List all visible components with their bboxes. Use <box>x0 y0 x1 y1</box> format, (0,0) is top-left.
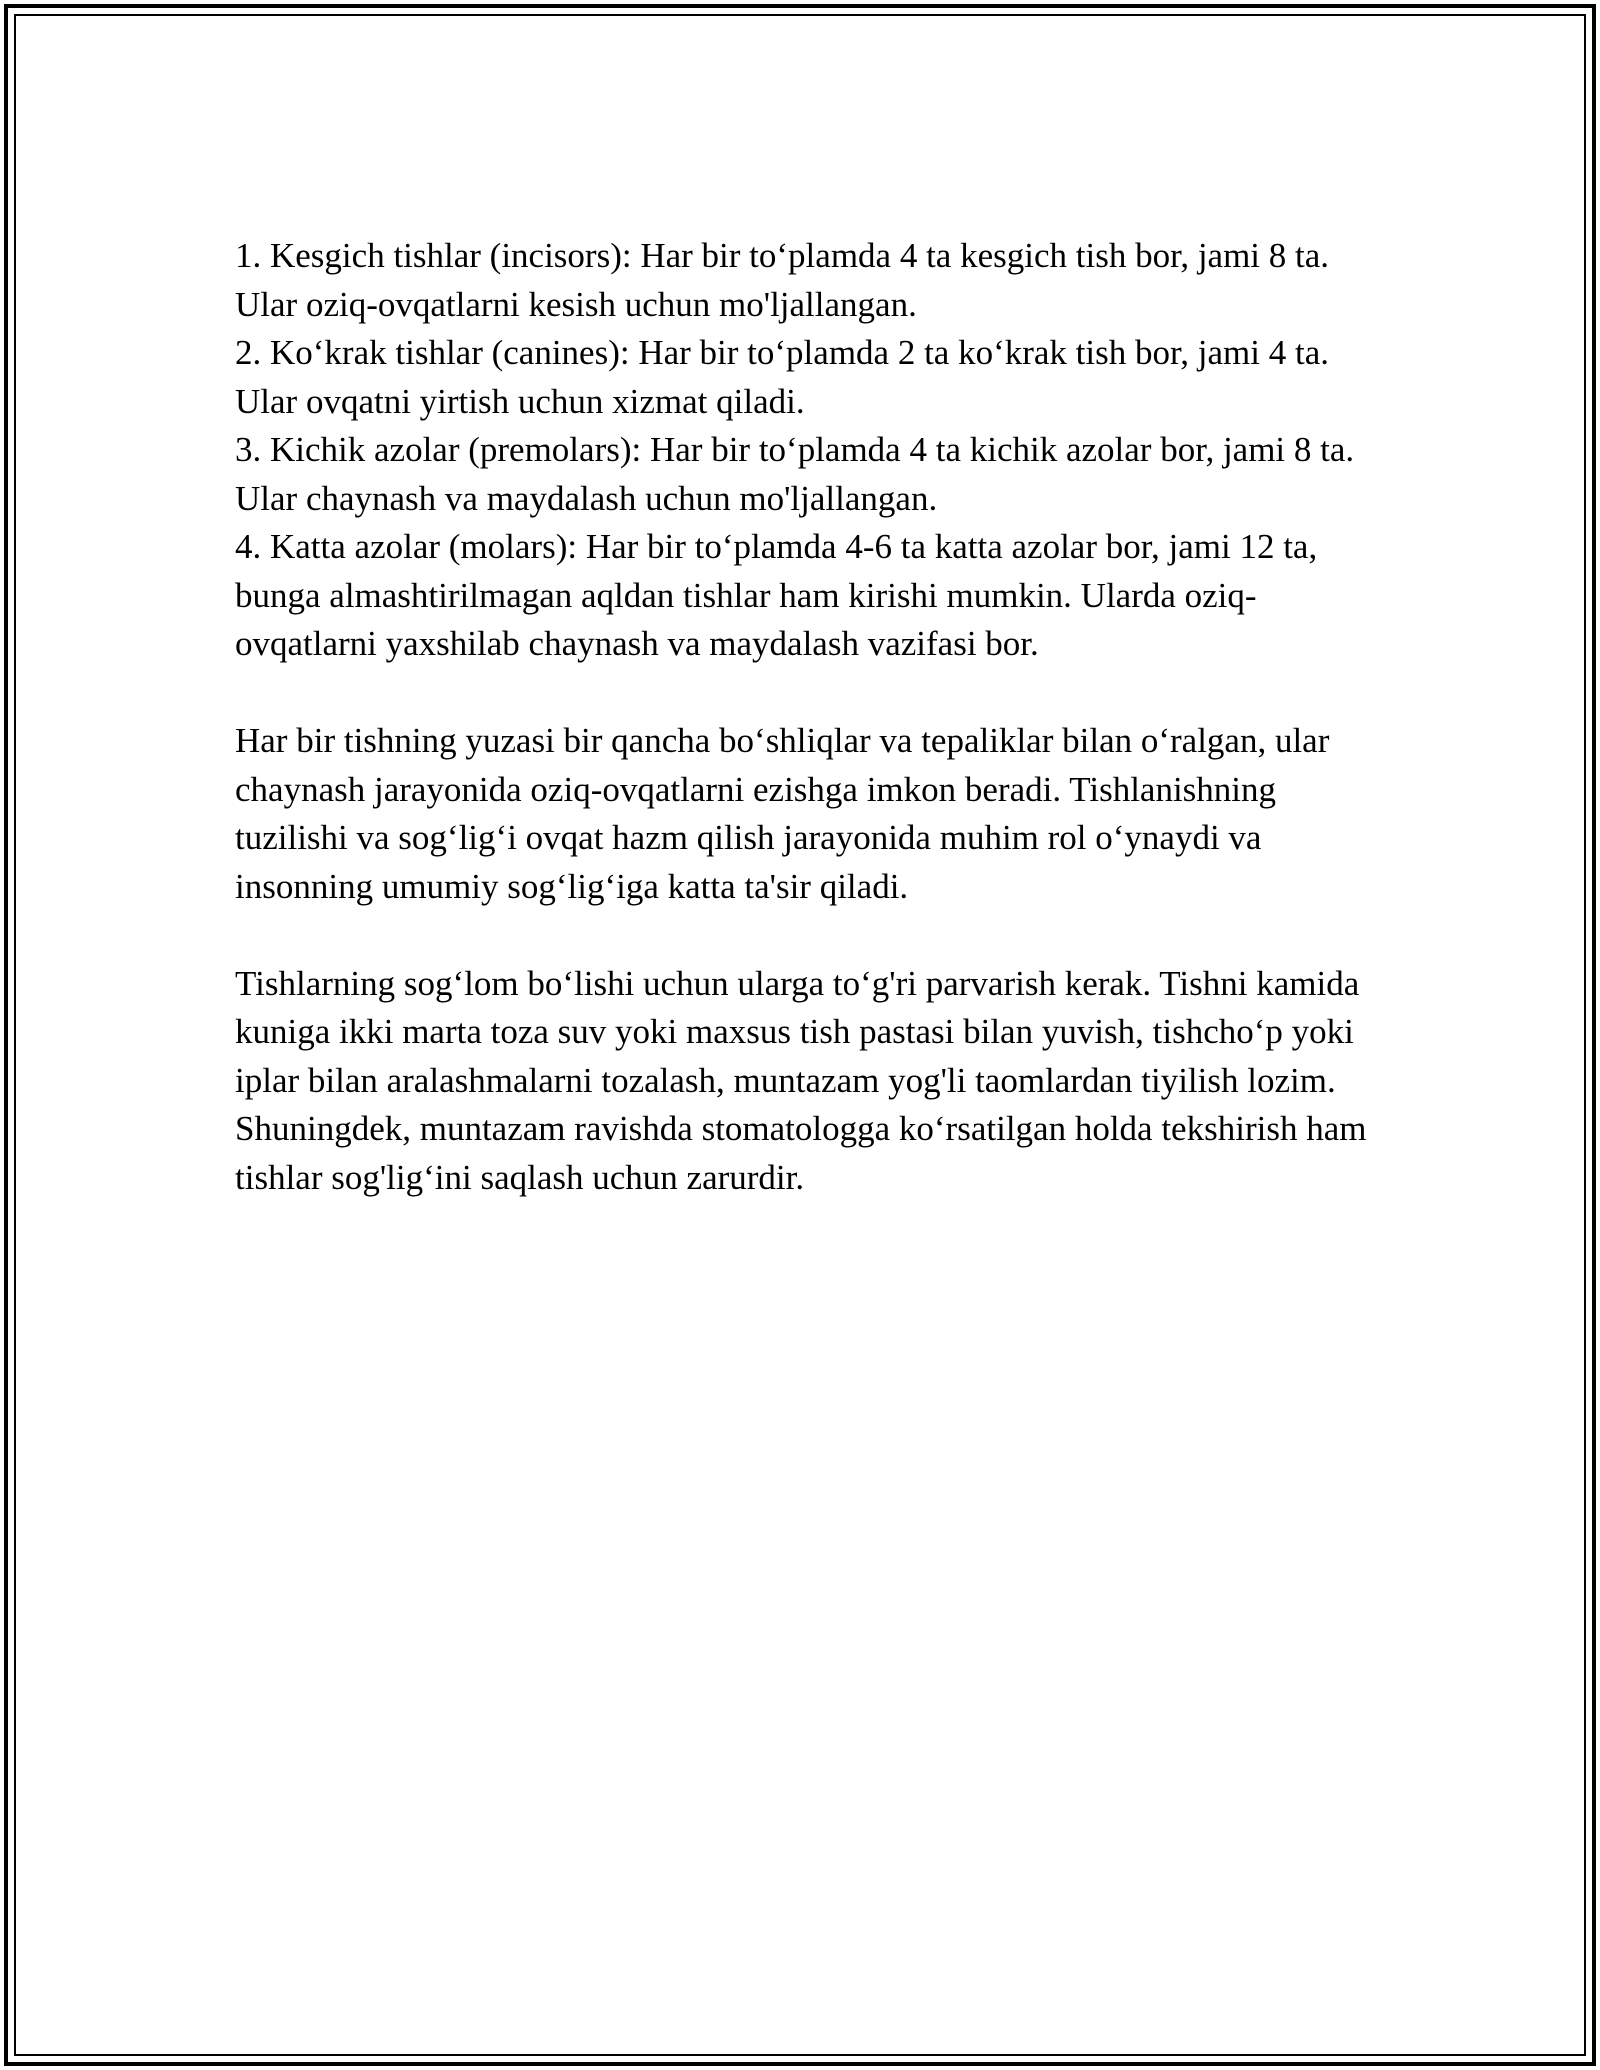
paragraph-gap <box>235 669 1375 718</box>
list-item-incisors: 1. Kesgich tishlar (incisors): Har bir to‘plamda 4 ta kesgich tish bor, jami 8 ta. Ular oziq-ovqatlarni kesish uchun mo'ljallangan. <box>235 236 1330 324</box>
list-item-canines: 2. Ko‘krak tishlar (canines): Har bir to‘plamda 2 ta ko‘krak tish bor, jami 4 ta. Ular ovqatni yirtish uchun xizmat qiladi. <box>235 333 1329 421</box>
document-body <box>235 232 1375 1202</box>
list-item-premolars: 3. Kichik azolar (premolars): Har bir to‘plamda 4 ta kichik azolar bor, jami 8 ta. Ular chaynash va maydalash uchun mo'ljallangan. <box>235 430 1355 518</box>
list-item-molars: 4. Katta azolar (molars): Har bir to‘plamda 4-6 ta katta azolar bor, jami 12 ta, bunga almashtirilmagan aqldan tishlar ham kirishi mumkin. Ularda oziq-ovqatlarni yaxshilab chaynash va maydalash vazifasi bor. <box>235 527 1318 663</box>
paragraph-tooth-surface: Har bir tishning yuzasi bir qancha bo‘shliqlar va tepaliklar bilan o‘ralgan, ular chaynash jarayonida oziq-ovqatlarni ezishga imkon beradi. Tishlanishning tuzilishi va sog‘lig‘i ovqat hazm qilish jarayonida muhim rol o‘ynaydi va insonning umumiy sog‘lig‘iga katta ta'sir qiladi. <box>235 721 1330 906</box>
paragraph-tooth-care: Tishlarning sog‘lom bo‘lishi uchun ularga to‘g'ri parvarish kerak. Tishni kamida kuniga ikki marta toza suv yoki maxsus tish pastasi bilan yuvish, tishcho‘p yoki iplar bilan aralashmalarni tozalash, muntazam yog'li taomlardan tiyilish lozim. Shuningdek, muntazam ravishda stomatologga ko‘rsatilgan holda tekshirish ham tishlar sog'lig‘ini saqlash uchun zarurdir. <box>235 963 1367 1197</box>
paragraph-gap <box>235 911 1375 960</box>
